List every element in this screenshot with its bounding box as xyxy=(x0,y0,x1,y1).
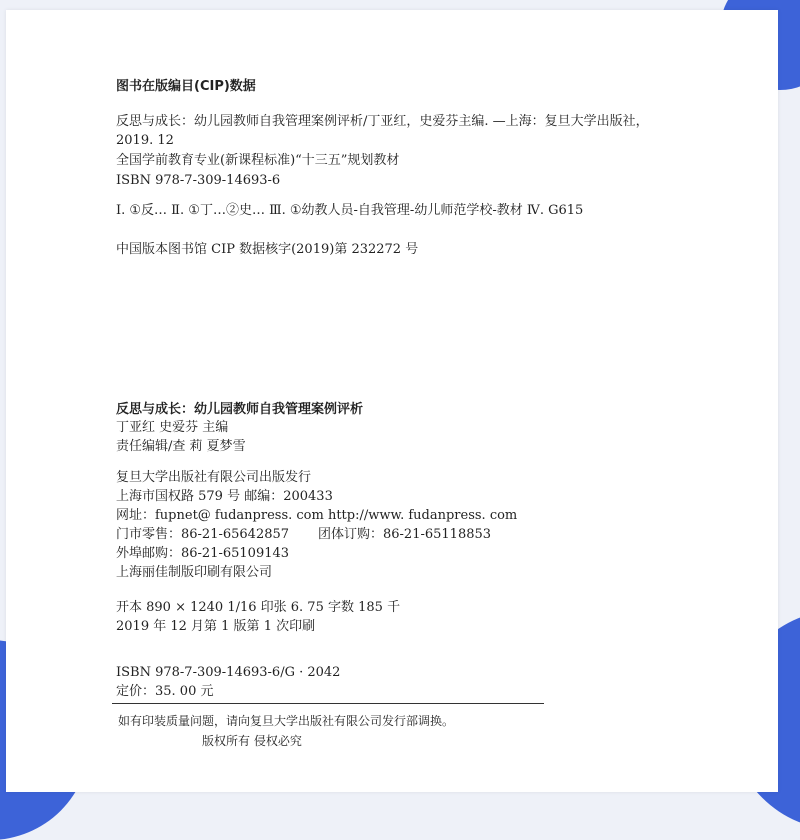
publisher-group: 团体订购：86-21-65118853 xyxy=(318,527,492,542)
book-editors: 责任编辑/查 莉 夏梦雪 xyxy=(116,439,246,454)
cip-classification: Ⅰ. ①反… Ⅱ. ①丁…②史… Ⅲ. ①幼教人员-自我管理-幼儿师范学校-教材 Ⅳ. G615 xyxy=(116,203,584,218)
publisher-printer: 上海丽佳制版印刷有限公司 xyxy=(116,565,273,580)
footer-notice: 如有印装质量问题，请向复旦大学出版社有限公司发行部调换。 xyxy=(118,714,455,728)
publisher-address: 上海市国权路 579 号 邮编：200433 xyxy=(116,489,333,504)
cip-entry-line2: 2019. 12 xyxy=(116,133,174,148)
price-isbn: ISBN 978-7-309-14693-6/G · 2042 xyxy=(116,665,341,680)
book-authors: 丁亚红 史爱芬 主编 xyxy=(116,420,229,435)
cip-entry-line1: 反思与成长：幼儿园教师自我管理案例评析/丁亚红，史爱芬主编. —上海：复旦大学出版社， xyxy=(116,114,649,129)
specs-format: 开本 890 × 1240 1/16 印张 6. 75 字数 185 千 xyxy=(116,600,401,615)
publisher-web: 网址：fupnet@ fudanpress. com http://www. fudanpress. com xyxy=(116,508,518,523)
publisher-name: 复旦大学出版社有限公司出版发行 xyxy=(116,470,312,485)
cip-series: 全国学前教育专业(新课程标准)“十三五”规划教材 xyxy=(116,153,400,168)
price-label: 定价：35. 00 元 xyxy=(116,684,214,699)
divider-line xyxy=(112,703,544,704)
book-title: 反思与成长：幼儿园教师自我管理案例评析 xyxy=(116,402,364,417)
cip-number: 中国版本图书馆 CIP 数据核字(2019)第 232272 号 xyxy=(116,242,419,257)
footer-rights: 版权所有 侵权必究 xyxy=(202,734,302,748)
cip-heading: 图书在版编目(CIP)数据 xyxy=(116,79,256,94)
publisher-mail: 外埠邮购：86-21-65109143 xyxy=(116,546,290,561)
cip-isbn: ISBN 978-7-309-14693-6 xyxy=(116,173,281,188)
specs-edition: 2019 年 12 月第 1 版第 1 次印刷 xyxy=(116,619,316,634)
copyright-page xyxy=(6,10,778,792)
publisher-retail: 门市零售：86-21-65642857 xyxy=(116,527,290,542)
